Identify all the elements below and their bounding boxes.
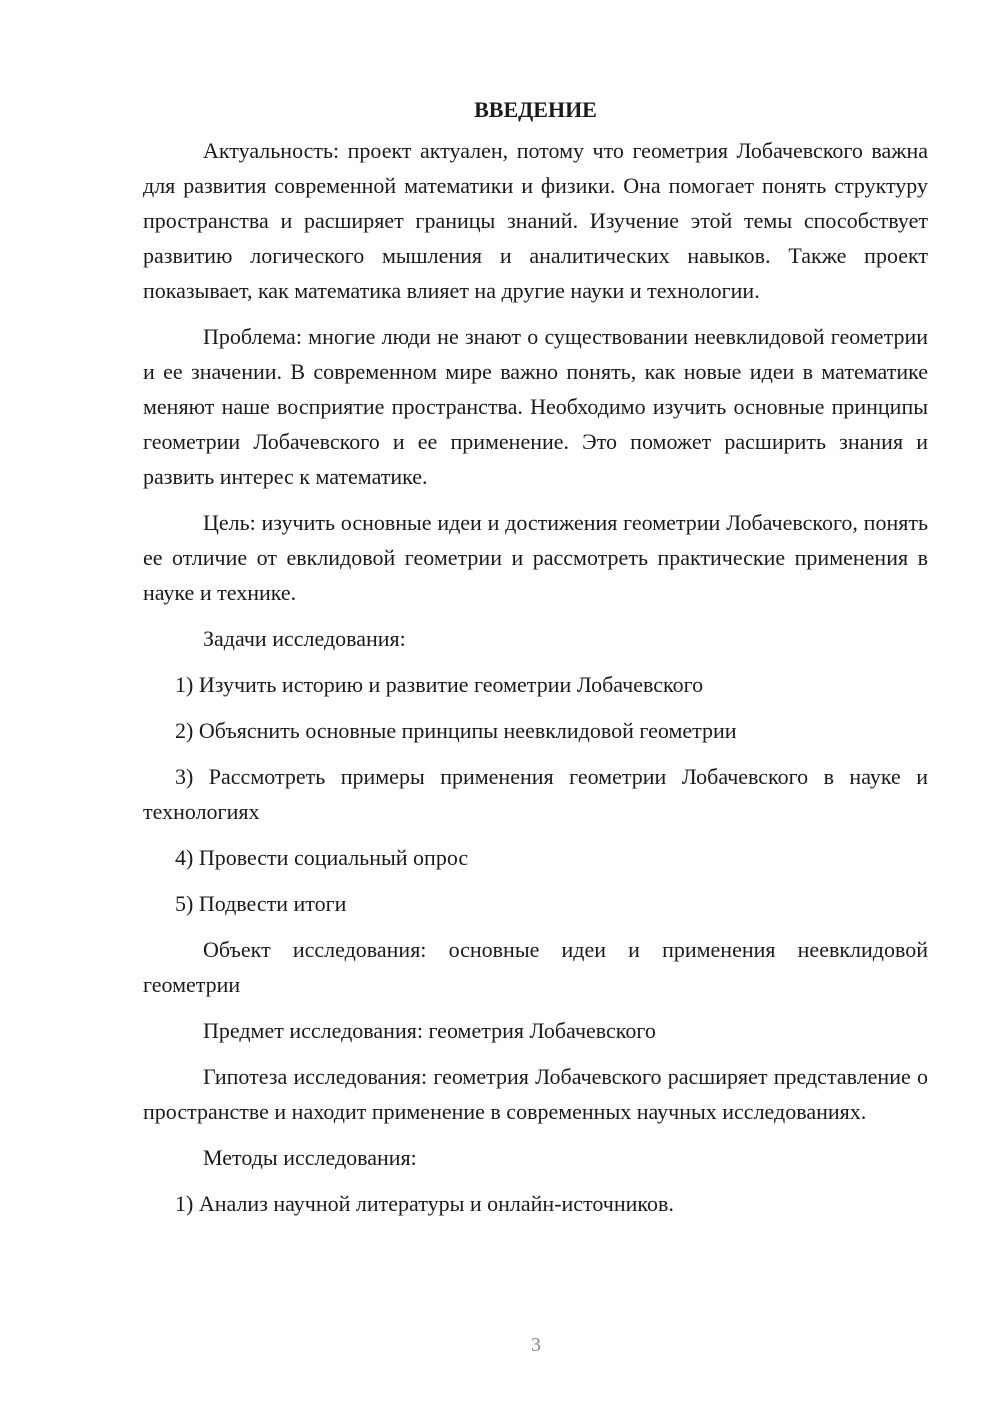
methods-heading: Методы исследования: (203, 1145, 417, 1170)
page-title: ВВЕДЕНИЕ (474, 97, 597, 122)
paragraph-subject: Предмет исследования: геометрия Лобачевского (203, 1018, 656, 1043)
paragraph-goal: Цель: изучить основные идеи и достижения геометрии Лобачевского, понять ее отличие от евклидовой геометрии и рассмотреть практические применения в науке и технике. (143, 510, 928, 605)
tasks-heading: Задачи исследования: (203, 626, 406, 651)
paragraph-hypothesis: Гипотеза исследования: геометрия Лобачевского расширяет представление о пространстве и находит применение в современных научных исследованиях. (143, 1064, 928, 1124)
page-number: 3 (531, 1334, 541, 1356)
paragraph-object: Объект исследования: основные идеи и применения неевклидовой геометрии (143, 937, 928, 997)
paragraph-relevance: Актуальность: проект актуален, потому что геометрия Лобачевского важна для развития современной математики и физики. Она помогает понять структуру пространства и расширяет границы знаний. Изучение этой темы способствует развитию логического мышления и аналитических навыков. Также проект показывает, как математика влияет на другие науки и технологии. (143, 138, 928, 303)
task-item-3: 3) Рассмотреть примеры применения геометрии Лобачевского в науке и технологиях (143, 764, 928, 824)
task-item-2: 2) Объяснить основные принципы неевклидовой геометрии (175, 718, 737, 743)
task-item-4: 4) Провести социальный опрос (175, 845, 469, 870)
task-item-1: 1) Изучить историю и развитие геометрии Лобачевского (175, 672, 704, 697)
task-item-5: 5) Подвести итоги (175, 891, 347, 916)
page-content (143, 92, 928, 1232)
method-item-1: 1) Анализ научной литературы и онлайн-источников. (175, 1191, 674, 1216)
paragraph-problem: Проблема: многие люди не знают о существовании неевклидовой геометрии и ее значении. В современном мире важно понять, как новые идеи в математике меняют наше восприятие пространства. Необходимо изучить основные принципы геометрии Лобачевского и ее применение. Это поможет расширить знания и развить интерес к математике. (143, 324, 928, 489)
